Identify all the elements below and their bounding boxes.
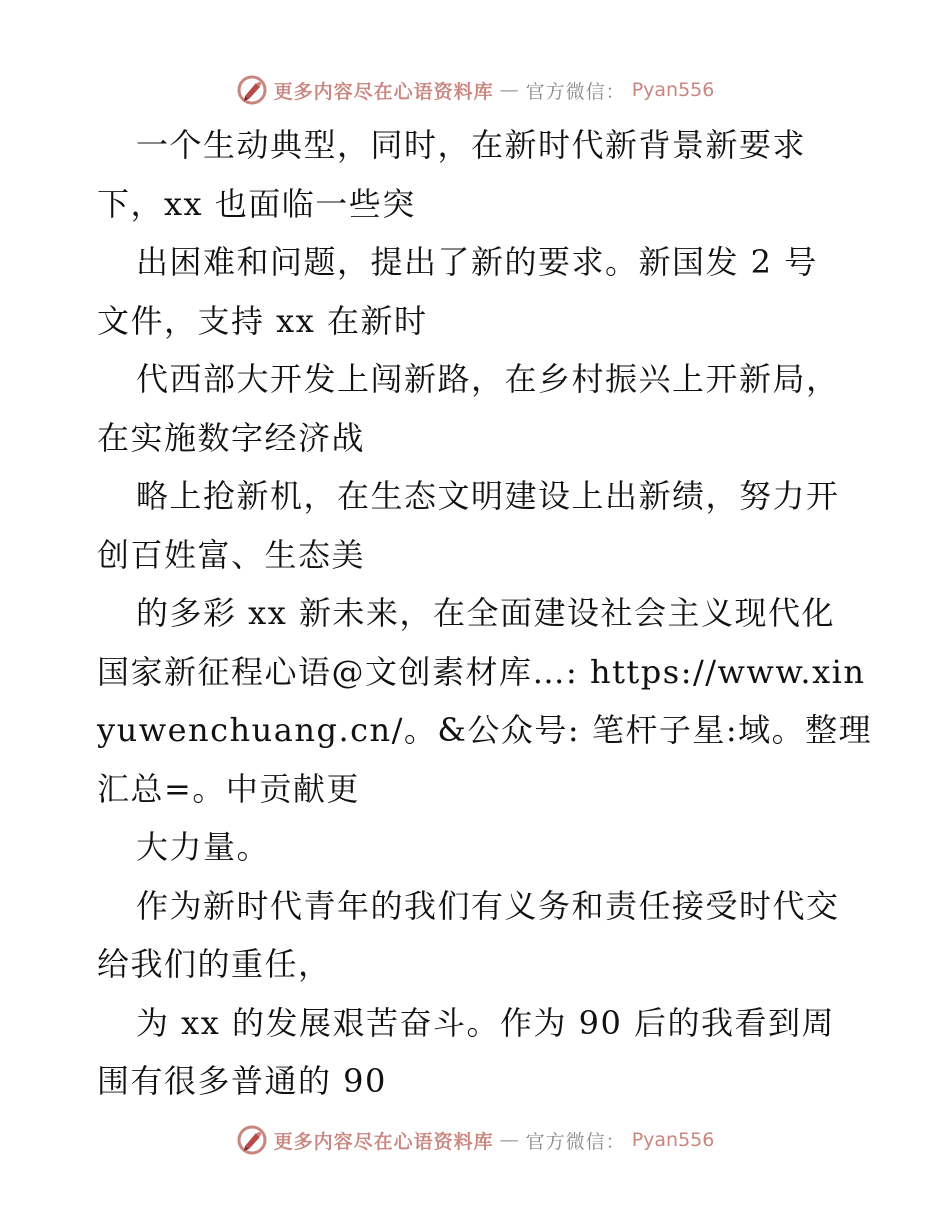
document-body <box>97 116 873 1111</box>
logo-icon <box>236 1124 268 1156</box>
watermark-dash: — <box>499 79 520 101</box>
text-line: 创百姓富、生态美 <box>97 535 366 574</box>
text-line: 下，xx 也面临一些突 <box>97 184 416 223</box>
text-line: 国家新征程心语@文创素材库…: https://www.xin <box>97 652 866 691</box>
text-line: 围有很多普通的 90 <box>97 1062 387 1100</box>
watermark-wechat-id: Pyan556 <box>631 79 715 101</box>
text-line: 大力量。 <box>136 828 271 866</box>
text-line: 略上抢新机，在生态文明建设上出新绩，努力开 <box>136 477 840 515</box>
watermark-wechat-id: Pyan556 <box>631 1129 715 1151</box>
header-watermark <box>0 70 950 110</box>
text-line: 代西部大开发上闯新路，在乡村振兴上开新局， <box>136 360 840 398</box>
watermark-main-text: 更多内容尽在心语资料库 <box>273 80 494 103</box>
text-line: yuwenchuang.cn/。&公众号: 笔杆子星:域。整理 <box>97 711 873 749</box>
text-line: 作为新时代青年的我们有义务和责任接受时代交 <box>136 886 840 925</box>
text-line: 的多彩 xx 新未来，在全面建设社会主义现代化 <box>136 594 835 632</box>
text-line: 出困难和问题，提出了新的要求。新国发 2 号 <box>136 243 818 281</box>
watermark-main-text: 更多内容尽在心语资料库 <box>273 1130 494 1153</box>
text-line: 汇总=。中贡献更 <box>97 769 360 808</box>
watermark-sub-text: 官方微信： <box>525 80 626 103</box>
text-line: 在实施数字经济战 <box>97 418 366 457</box>
watermark-dash: — <box>499 1129 520 1151</box>
text-line: 为 xx 的发展艰苦奋斗。作为 90 后的我看到周 <box>136 1003 836 1042</box>
text-line: 给我们的重任， <box>97 945 332 983</box>
watermark-sub-text: 官方微信： <box>525 1130 626 1153</box>
logo-icon <box>236 74 268 106</box>
text-line: 文件，支持 xx 在新时 <box>97 301 428 340</box>
footer-watermark <box>0 1120 950 1160</box>
text-line: 一个生动典型，同时，在新时代新背景新要求 <box>136 126 807 164</box>
